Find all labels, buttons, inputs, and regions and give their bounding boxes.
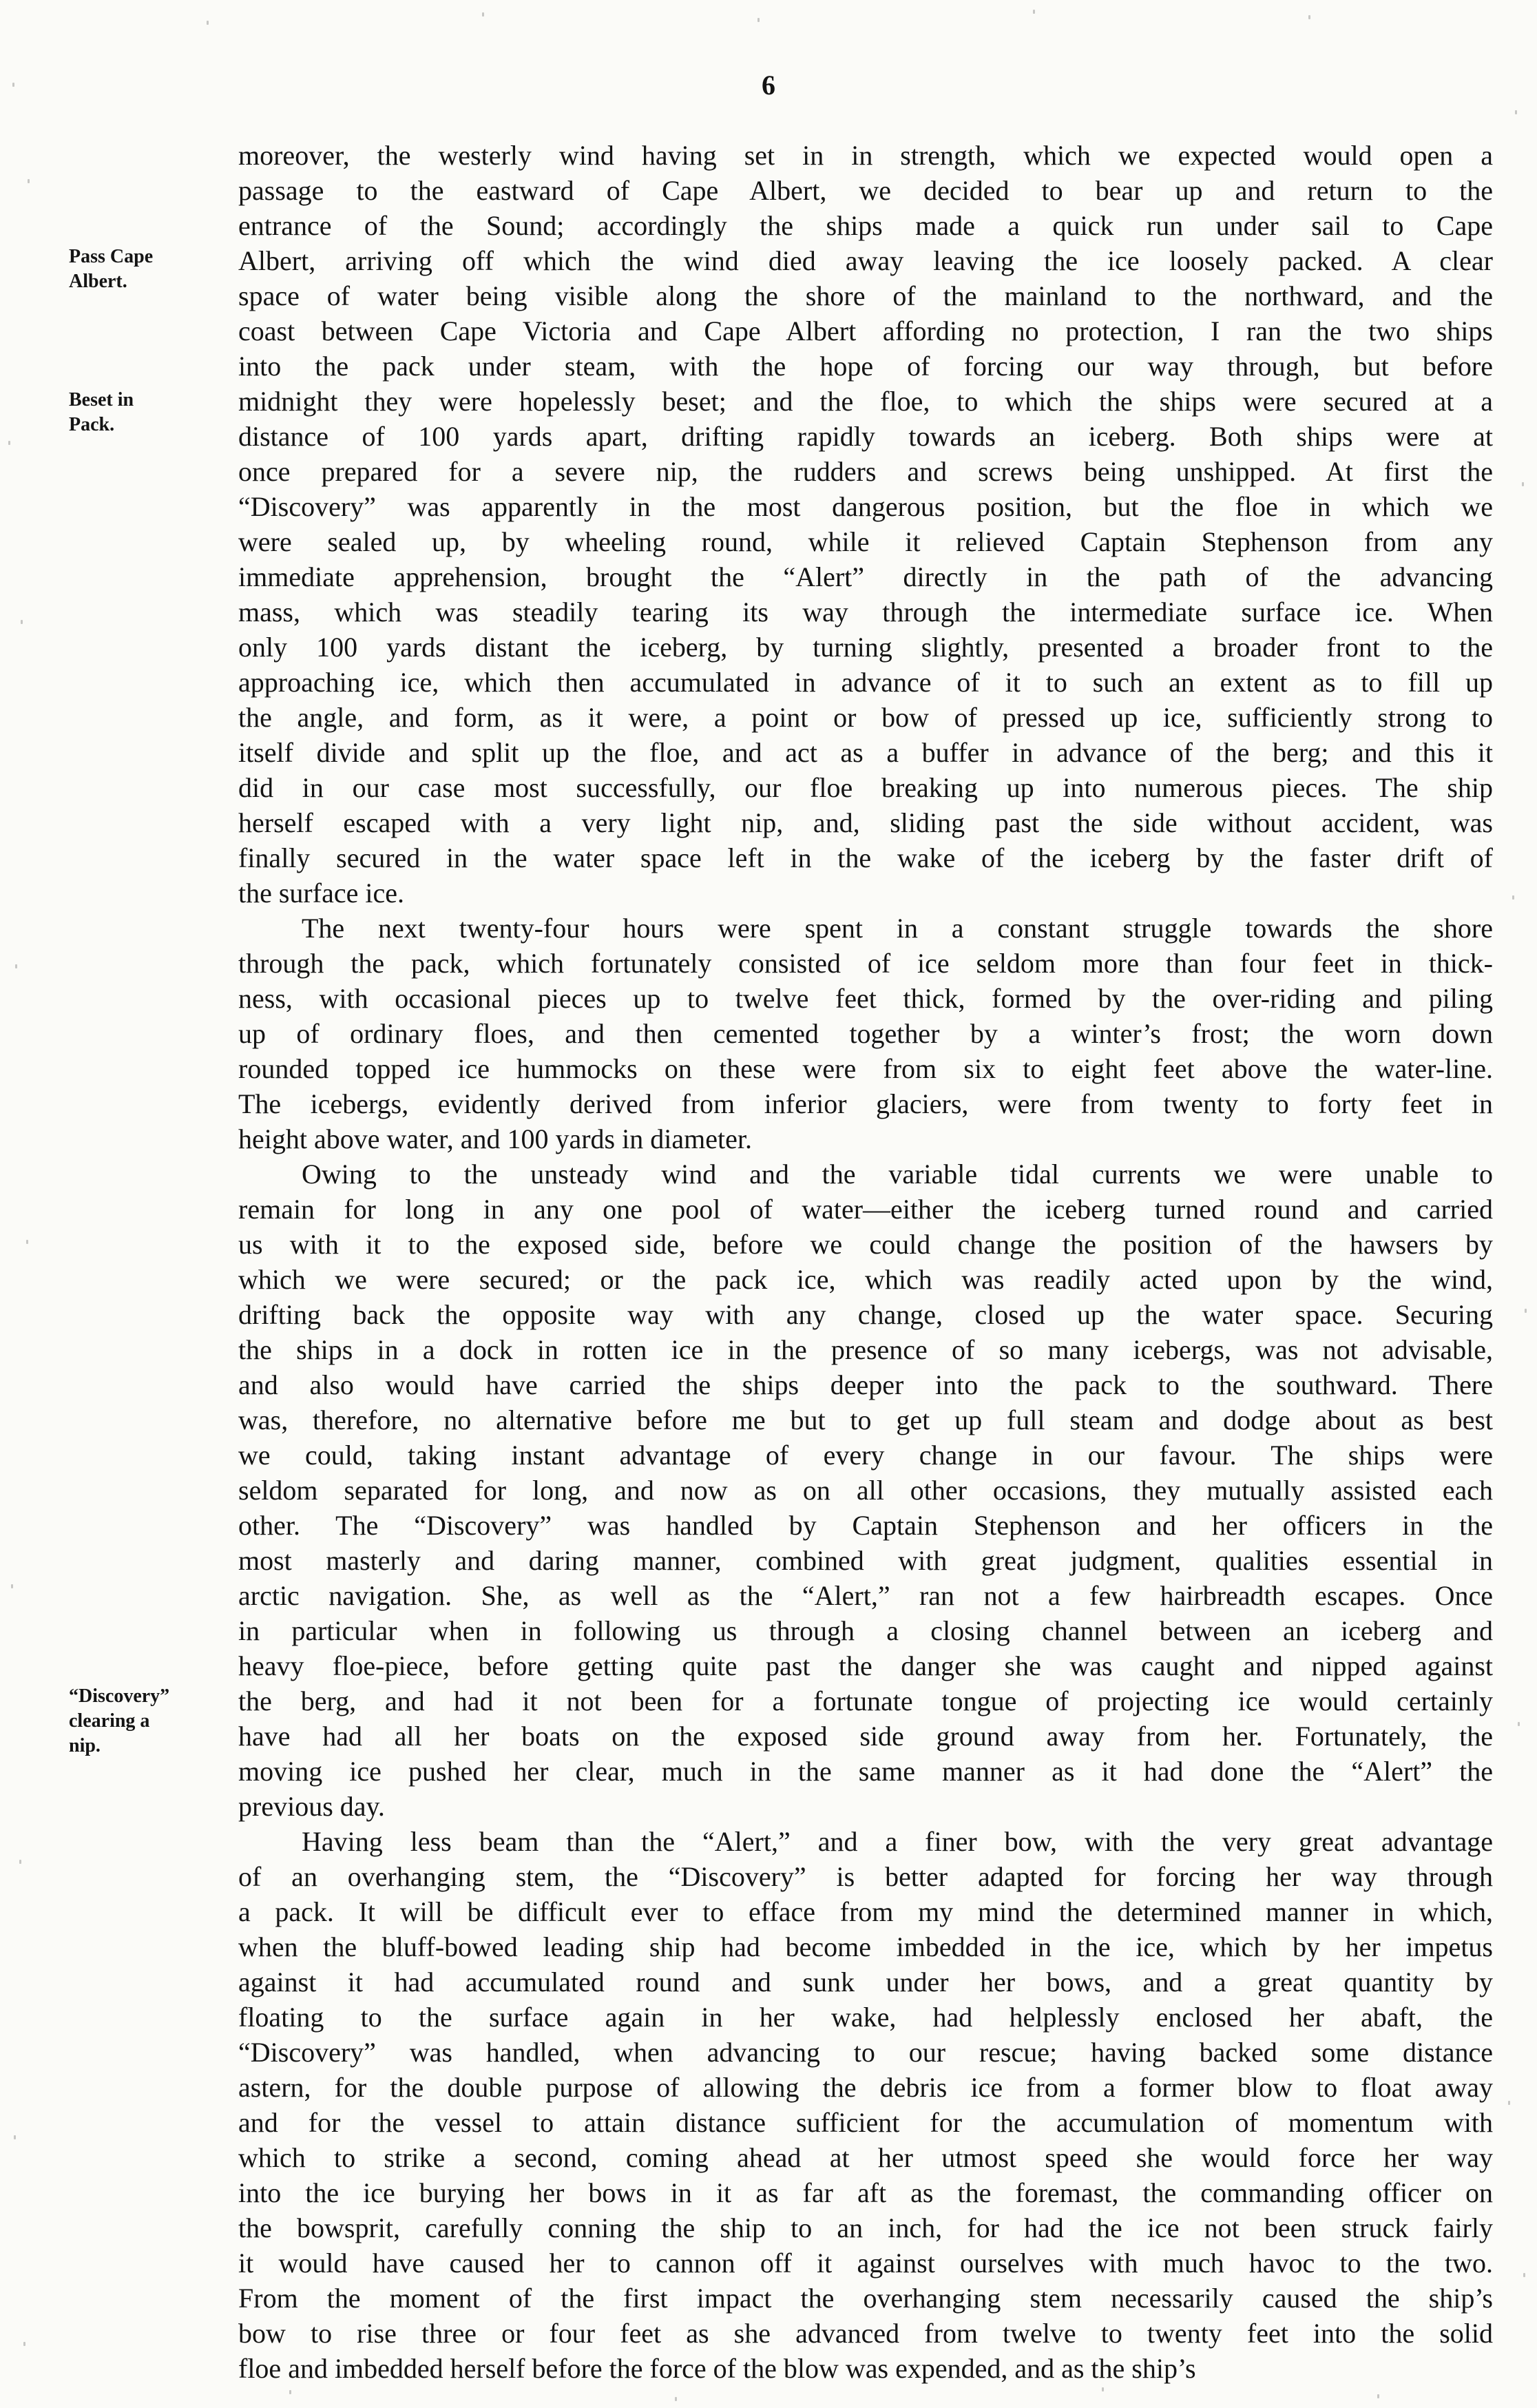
text-line: midnight they were hopelessly beset; and the floe, to which the ships were secured at a [238,386,1493,417]
scan-speckle [1508,2101,1510,2105]
sidenote-line: clearing a [69,1710,150,1732]
scan-speckle [1515,110,1517,114]
text-line: coast between Cape Victoria and Cape Albert affording no protection, I ran the two ships [238,315,1493,346]
text-line: Having less beam than the “Alert,” and a finer bow, with the very great advantage [302,1826,1493,1857]
text-line: immediate apprehension, brought the “Alert” directly in the path of the advancing [238,561,1493,592]
text-line: a pack. It will be difficult ever to efface from my mind the determined manner in which, [238,1896,1493,1927]
text-line: us with it to the exposed side, before we could change the position of the hawsers by [238,1229,1493,1260]
text-line: which to strike a second, coming ahead at her utmost speed she would force her way [238,2142,1493,2173]
text-line: rounded topped ice hummocks on these were from six to eight feet above the water-line. [238,1053,1493,1084]
text-line: which we were secured; or the pack ice, which was readily acted upon by the wind, [238,1264,1493,1295]
scan-speckle [23,2342,25,2346]
text-line: have had all her boats on the exposed side ground away from her. Fortunately, the [238,1721,1493,1752]
scan-speckle [12,83,14,87]
text-line: remain for long in any one pool of water—either the iceberg turned round and carried [238,1194,1493,1225]
text-line: the ships in a dock in rotten ice in the presence of so many icebergs, was not advisable, [238,1334,1493,1365]
sidenote-line: Pack. [69,414,115,435]
text-line: finally secured in the water space left in the wake of the iceberg by the faster drift of [238,842,1493,873]
text-line: it would have caused her to cannon off it against ourselves with much havoc to the two. [238,2248,1493,2279]
text-line: most masterly and daring manner, combined with great judgment, qualities essential in [238,1545,1493,1576]
text-line: From the moment of the first impact the overhanging stem necessarily caused the ship’s [238,2283,1493,2314]
scan-speckle [1522,482,1524,486]
text-line: bow to rise three or four feet as she advanced from twelve to twenty feet into the solid [238,2318,1493,2349]
page-number: 6 [762,70,775,101]
scan-speckle [1523,2273,1525,2277]
text-line: when the bluff-bowed leading ship had become imbedded in the ice, which by her impetus [238,1931,1493,1962]
text-line: and also would have carried the ships deeper into the pack to the southward. There [238,1369,1493,1400]
text-line: heavy floe-piece, before getting quite past the danger she was caught and nipped against [238,1650,1493,1681]
sidenote-line: Beset in [69,389,134,411]
text-line: into the ice burying her bows in it as far aft as the foremast, the commanding officer on [238,2177,1493,2208]
text-line: “Discovery” was handled, when advancing to our rescue; having backed some distance [238,2037,1493,2068]
scan-speckle [1033,10,1035,14]
sidenote-line: nip. [69,1735,101,1756]
text-line: up of ordinary floes, and then cemented together by a winter’s frost; the worn down [238,1018,1493,1049]
text-line: “Discovery” was apparently in the most dangerous position, but the floe in which we [238,491,1493,522]
text-line: the bowsprit, carefully conning the ship to an inch, for had the ice not been struck fairly [238,2212,1493,2243]
text-line: was, therefore, no alternative before me but to get up full steam and dodge about as best [238,1404,1493,1435]
body-text [238,138,1493,2386]
scan-speckle [1525,1309,1527,1313]
text-line: approaching ice, which then accumulated in advance of it to such an extent as to fill up [238,667,1493,698]
text-line: Albert, arriving off which the wind died away leaving the ice loosely packed. A clear [238,245,1493,276]
sidenote-line: Pass Cape [69,246,154,267]
scan-speckle [1102,2387,1104,2391]
text-line: herself escaped with a very light nip, and, sliding past the side without accident, was [238,807,1493,838]
scan-speckle [21,620,23,624]
text-line: mass, which was steadily tearing its way through the intermediate surface ice. When [238,596,1493,627]
scan-speckle [207,21,209,25]
scan-speckle [11,1584,13,1588]
text-line: we could, taking instant advantage of every change in our favour. The ships were [238,1440,1493,1471]
text-line: The next twenty-four hours were spent in a constant struggle towards the shore [302,913,1493,944]
text-line: height above water, and 100 yards in diameter. [238,1123,752,1154]
text-line: other. The “Discovery” was handled by Captain Stephenson and her officers in the [238,1510,1493,1541]
text-line: did in our case most successfully, our floe breaking up into numerous pieces. The ship [238,772,1493,803]
text-line: through the pack, which fortunately consisted of ice seldom more than four feet in thick- [238,948,1493,979]
scan-speckle [1308,15,1310,19]
text-line: only 100 yards distant the iceberg, by turning slightly, presented a broader front to the [238,632,1493,663]
sidenote-line: Albert. [69,271,127,292]
text-line: in particular when in following us through a closing channel between an iceberg and [238,1615,1493,1646]
text-line: astern, for the double purpose of allowing the debris ice from a former blow to float away [238,2072,1493,2103]
scan-speckle [289,2390,291,2394]
text-line: entrance of the Sound; accordingly the ships made a quick run under sail to Cape [238,210,1493,241]
scan-speckle [15,964,17,968]
scan-speckle [8,441,10,445]
sidenote-pass-cape-albert [69,245,213,294]
text-line: passage to the eastward of Cape Albert, we decided to bear up and return to the [238,175,1493,206]
text-line: against it had accumulated round and sunk under her bows, and a great quantity by [238,1966,1493,1997]
scan-speckle [757,18,760,22]
text-line: The icebergs, evidently derived from inferior glaciers, were from twenty to forty feet in [238,1088,1493,1119]
text-line: once prepared for a severe nip, the rudders and screws being unshipped. At first the [238,456,1493,487]
sidenote-discovery-clearing-nip [69,1684,213,1758]
scan-speckle [675,2397,677,2401]
text-line: of an overhanging stem, the “Discovery” is better adapted for forcing her way through [238,1861,1493,1892]
text-line: the angle, and form, as it were, a point or bow of pressed up ice, sufficiently strong to [238,702,1493,733]
text-line: space of water being visible along the shore of the mainland to the northward, and the [238,280,1493,311]
text-line: moreover, the westerly wind having set in in strength, which we expected would open a [238,140,1493,171]
sidenote-beset-in-pack [69,388,213,437]
scan-speckle [482,12,484,17]
scan-speckle [1377,2394,1379,2398]
text-line: into the pack under steam, with the hope of forcing our way through, but before [238,351,1493,382]
text-line: Owing to the unsteady wind and the variable tidal currents we were unable to [302,1159,1493,1190]
text-line: drifting back the opposite way with any change, closed up the water space. Securing [238,1299,1493,1330]
text-line: ness, with occasional pieces up to twelve feet thick, formed by the over-riding and piling [238,983,1493,1014]
scan-speckle [14,2135,16,2139]
text-line: floe and imbedded herself before the force of the blow was expended, and as the ship’s [238,2353,1196,2384]
scan-speckle [1518,1722,1520,1726]
text-line: moving ice pushed her clear, much in the same manner as it had done the “Alert” the [238,1756,1493,1787]
text-line: distance of 100 yards apart, drifting rapidly towards an iceberg. Both ships were at [238,421,1493,452]
scan-speckle [26,1240,28,1244]
scan-speckle [28,179,30,183]
sidenote-line: “Discovery” [69,1685,170,1707]
scan-speckle [1512,895,1514,900]
text-line: seldom separated for long, and now as on all other occasions, they mutually assisted each [238,1475,1493,1506]
text-line: the berg, and had it not been for a fortunate tongue of projecting ice would certainly [238,1685,1493,1716]
text-line: the surface ice. [238,878,404,909]
scan-speckle [19,1860,21,1864]
text-line: arctic navigation. She, as well as the “Alert,” ran not a few hairbreadth escapes. Once [238,1580,1493,1611]
text-line: and for the vessel to attain distance sufficient for the accumulation of momentum with [238,2107,1493,2138]
text-line: floating to the surface again in her wake, had helplessly enclosed her abaft, the [238,2002,1493,2033]
text-line: itself divide and split up the floe, and act as a buffer in advance of the berg; and this it [238,737,1493,768]
text-line: previous day. [238,1791,385,1822]
text-line: were sealed up, by wheeling round, while it relieved Captain Stephenson from any [238,526,1493,557]
